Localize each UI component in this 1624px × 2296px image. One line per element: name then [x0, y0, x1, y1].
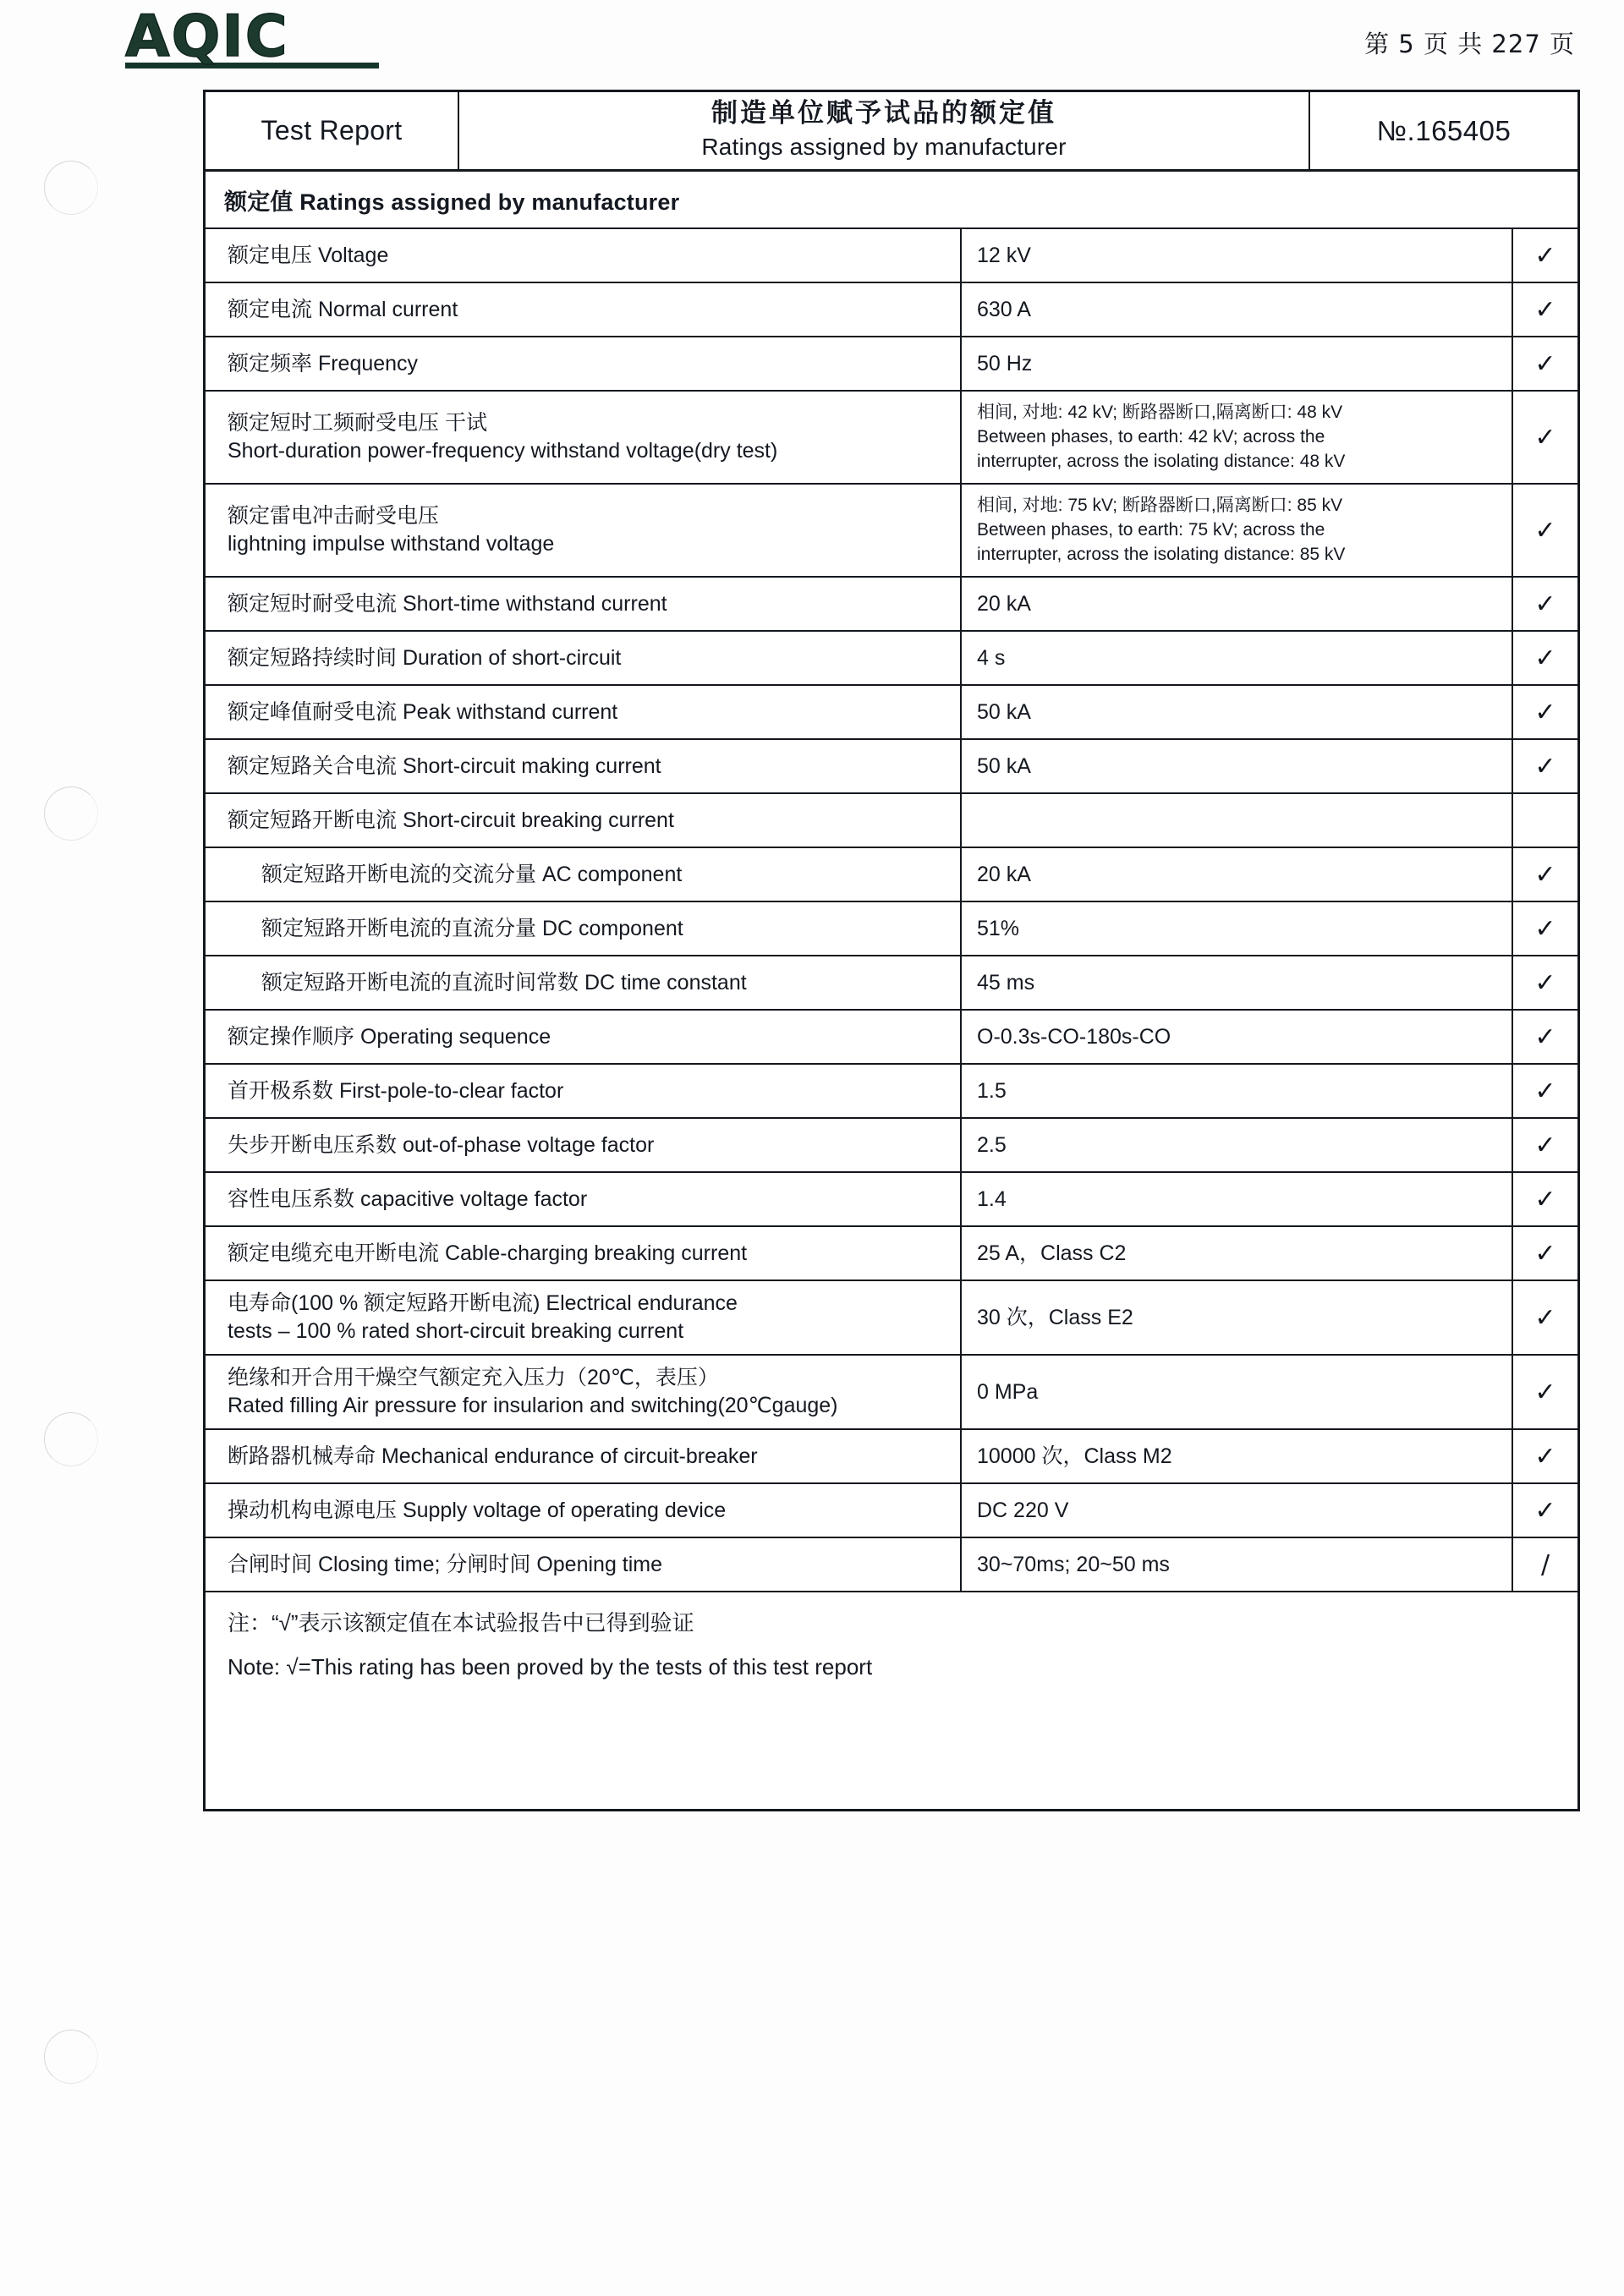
row-value-cell	[962, 392, 1513, 483]
row-label-cell	[206, 1173, 962, 1225]
row-label-secondary: lightning impulse withstand voltage	[228, 532, 555, 556]
check-mark-icon: ✓	[1534, 913, 1556, 944]
row-value-line: 30~70ms; 20~50 ms	[977, 1552, 1170, 1576]
table-row	[206, 1065, 1577, 1119]
row-value-line: 30 次，Class E2	[977, 1305, 1133, 1329]
row-label-primary: 额定短路开断电流 Short-circuit breaking current	[228, 808, 674, 832]
table-row	[206, 1484, 1577, 1538]
check-mark-icon: ✓	[1534, 1130, 1556, 1160]
check-mark-icon: ✓	[1534, 1238, 1556, 1269]
check-mark-icon: ✓	[1534, 1076, 1556, 1106]
row-label-primary: 额定操作顺序 Operating sequence	[228, 1024, 551, 1049]
row-label-cell	[206, 632, 962, 684]
row-label-cell	[206, 740, 962, 792]
aqic-logo	[125, 3, 404, 70]
row-label-primary: 电寿命(100 % 额定短路开断电流) Electrical endurance	[228, 1291, 738, 1316]
row-value-cell	[962, 794, 1513, 847]
page-counter: 第 5 页 共 227 页	[1364, 30, 1575, 58]
table-row	[206, 229, 1577, 283]
table-row	[206, 902, 1577, 956]
row-label-cell	[206, 848, 962, 901]
row-label-primary: 额定短时工频耐受电压 干试	[228, 411, 487, 436]
row-label-primary: 首开极系数 First-pole-to-clear factor	[228, 1078, 564, 1103]
check-mark-icon: ✓	[1534, 859, 1556, 890]
slash-mark: /	[1540, 1549, 1550, 1580]
table-row	[206, 1356, 1577, 1430]
row-label-cell	[206, 902, 962, 955]
row-label-primary: 容性电压系数 capacitive voltage factor	[228, 1186, 588, 1211]
table-row	[206, 283, 1577, 337]
check-mark-icon: ✓	[1534, 294, 1556, 325]
row-value-cell	[962, 578, 1513, 630]
row-value-cell	[962, 229, 1513, 282]
row-label-cell	[206, 229, 962, 282]
row-value-line: 50 Hz	[977, 351, 1033, 375]
row-label-cell	[206, 1227, 962, 1280]
row-label-cell	[206, 485, 962, 576]
row-value-cell	[962, 1538, 1513, 1591]
check-mark-icon: ✓	[1534, 751, 1556, 781]
check-mark-icon: ✓	[1534, 348, 1556, 379]
row-value-cell	[962, 1484, 1513, 1537]
row-value-cell	[962, 1011, 1513, 1063]
row-label-primary: 额定电缆充电开断电流 Cable-charging breaking current	[228, 1241, 748, 1265]
row-value-cell	[962, 337, 1513, 390]
row-value-cell	[962, 1281, 1513, 1354]
row-label-cell	[206, 1119, 962, 1171]
check-mark-icon: ✓	[1534, 1184, 1556, 1214]
row-value-cell	[962, 1173, 1513, 1225]
check-mark-icon: ✓	[1534, 422, 1556, 452]
punch-hole-mark	[44, 2030, 98, 2084]
row-value-line: 2.5	[977, 1132, 1007, 1157]
table-row	[206, 1119, 1577, 1173]
row-value-line: 45 ms	[977, 970, 1035, 995]
row-label-cell	[206, 1484, 962, 1537]
row-value-line: interrupter, across the isolating distance: 85 kV	[977, 544, 1346, 564]
row-value-line: 630 A	[977, 297, 1031, 321]
table-row	[206, 392, 1577, 485]
check-mark-icon: ✓	[1534, 1022, 1556, 1052]
row-value-line: 20 kA	[977, 862, 1031, 886]
row-value-line: 4 s	[977, 645, 1006, 670]
center-title-en: Ratings assigned by manufacturer	[701, 133, 1067, 160]
row-value-line: Between phases, to earth: 42 kV; across the	[977, 426, 1325, 447]
row-value-cell	[962, 686, 1513, 738]
row-value-line: 12 kV	[977, 243, 1031, 267]
row-label-primary: 断路器机械寿命 Mechanical endurance of circuit-breaker	[228, 1444, 758, 1468]
row-value-cell	[962, 1356, 1513, 1428]
row-value-line: 10000 次，Class M2	[977, 1444, 1172, 1468]
row-label-primary: 额定短路开断电流的交流分量 AC component	[261, 862, 683, 886]
row-value-line: 相间, 对地: 75 kV; 断路器断口,隔离断口: 85 kV	[977, 495, 1343, 515]
table-row	[206, 1173, 1577, 1227]
table-row	[206, 740, 1577, 794]
check-mark-icon: ✓	[1534, 1495, 1556, 1526]
table-row	[206, 1430, 1577, 1484]
row-label-primary: 绝缘和开合用干燥空气额定充入压力（20℃，表压）	[228, 1366, 719, 1390]
check-mark-icon: ✓	[1534, 967, 1556, 998]
row-label-cell	[206, 794, 962, 847]
table-body	[206, 229, 1577, 1592]
row-label-primary: 额定短路关合电流 Short-circuit making current	[228, 753, 661, 778]
note-line-en: Note: √=This rating has been proved by the tests of this test report	[228, 1654, 873, 1680]
table-header-row	[206, 92, 1577, 172]
test-report-title: Test Report	[206, 92, 459, 169]
row-value-line: 相间, 对地: 42 kV; 断路器断口,隔离断口: 48 kV	[977, 402, 1343, 422]
row-label-cell	[206, 1281, 962, 1354]
row-label-primary: 失步开断电压系数 out-of-phase voltage factor	[228, 1132, 655, 1157]
row-value-cell	[962, 1119, 1513, 1171]
table-row	[206, 794, 1577, 848]
row-value-line: 1.5	[977, 1078, 1007, 1103]
row-label-primary: 额定峰值耐受电流 Peak withstand current	[228, 699, 618, 724]
row-value-cell	[962, 1065, 1513, 1117]
report-number: №.165405	[1376, 114, 1512, 146]
ratings-table	[203, 90, 1580, 1811]
row-value-line: interrupter, across the isolating distance: 48 kV	[977, 451, 1346, 471]
row-label-cell	[206, 1356, 962, 1428]
check-mark-icon: ✓	[1534, 1377, 1556, 1407]
section-title: 额定值 Ratings assigned by manufacturer	[206, 172, 1577, 229]
row-label-cell	[206, 1430, 962, 1482]
check-mark-icon: ✓	[1534, 515, 1556, 545]
check-mark-icon: ✓	[1534, 697, 1556, 727]
row-label-cell	[206, 686, 962, 738]
check-mark-icon: ✓	[1534, 1441, 1556, 1471]
row-value-cell	[962, 740, 1513, 792]
table-row	[206, 848, 1577, 902]
row-value-line: 50 kA	[977, 699, 1031, 724]
row-label-secondary: Short-duration power-frequency withstand voltage(dry test)	[228, 439, 778, 463]
table-row	[206, 1538, 1577, 1592]
row-label-primary: 合闸时间 Closing time; 分闸时间 Opening time	[228, 1552, 663, 1576]
center-title-cn: 制造单位赋予试品的额定值	[711, 98, 1056, 129]
check-mark-icon: ✓	[1534, 589, 1556, 619]
row-label-primary: 额定频率 Frequency	[228, 351, 419, 375]
row-value-line: 0 MPa	[977, 1379, 1039, 1404]
punch-hole-mark	[44, 1412, 98, 1466]
table-row	[206, 578, 1577, 632]
table-row	[206, 1011, 1577, 1065]
table-center-title	[459, 92, 1310, 169]
row-value-cell	[962, 956, 1513, 1009]
row-label-primary: 额定雷电冲击耐受电压	[228, 504, 440, 529]
row-label-secondary: Rated filling Air pressure for insularion and switching(20℃gauge)	[228, 1394, 838, 1418]
row-value-line: 51%	[977, 916, 1020, 940]
table-row	[206, 1281, 1577, 1356]
note-block	[206, 1592, 1577, 1809]
row-value-line: 50 kA	[977, 753, 1031, 778]
row-label-cell	[206, 1065, 962, 1117]
row-value-line: 1.4	[977, 1186, 1007, 1211]
row-label-primary: 操动机构电源电压 Supply voltage of operating device	[228, 1498, 727, 1522]
punch-hole-mark	[44, 161, 98, 215]
table-row	[206, 956, 1577, 1011]
check-mark-icon: ✓	[1534, 1302, 1556, 1333]
row-label-primary: 额定短路持续时间 Duration of short-circuit	[228, 645, 622, 670]
row-label-primary: 额定电压 Voltage	[228, 243, 389, 267]
table-row	[206, 1227, 1577, 1281]
table-row	[206, 632, 1577, 686]
row-value-cell	[962, 485, 1513, 576]
row-value-cell	[962, 283, 1513, 336]
row-value-cell	[962, 902, 1513, 955]
logo-text: AQIC	[125, 3, 289, 70]
check-mark-icon: ✓	[1534, 643, 1556, 673]
check-mark-icon: ✓	[1534, 240, 1556, 271]
table-row	[206, 485, 1577, 578]
punch-hole-mark	[44, 786, 98, 841]
row-label-cell	[206, 578, 962, 630]
row-value-cell	[962, 1227, 1513, 1280]
row-label-cell	[206, 283, 962, 336]
row-label-cell	[206, 1538, 962, 1591]
row-value-line: DC 220 V	[977, 1498, 1069, 1522]
row-value-line: 25 A，Class C2	[977, 1241, 1127, 1265]
row-value-line: 20 kA	[977, 591, 1031, 616]
row-label-secondary: tests – 100 % rated short-circuit breaking current	[228, 1319, 684, 1344]
empty-check-cell	[1513, 794, 1577, 847]
table-row	[206, 337, 1577, 392]
row-value-line: Between phases, to earth: 75 kV; across the	[977, 519, 1325, 540]
row-label-cell	[206, 392, 962, 483]
note-line-cn: 注：“√”表示该额定值在本试验报告中已得到验证	[228, 1610, 694, 1636]
table-row	[206, 686, 1577, 740]
row-label-primary: 额定电流 Normal current	[228, 297, 458, 321]
row-label-primary: 额定短路开断电流的直流时间常数 DC time constant	[261, 970, 747, 995]
row-value-cell	[962, 848, 1513, 901]
row-value-cell	[962, 632, 1513, 684]
row-label-cell	[206, 1011, 962, 1063]
row-label-primary: 额定短路开断电流的直流分量 DC component	[261, 916, 683, 940]
row-label-cell	[206, 337, 962, 390]
row-value-line: O-0.3s-CO-180s-CO	[977, 1024, 1171, 1049]
row-label-primary: 额定短时耐受电流 Short-time withstand current	[228, 591, 667, 616]
row-label-cell	[206, 956, 962, 1009]
row-value-cell	[962, 1430, 1513, 1482]
